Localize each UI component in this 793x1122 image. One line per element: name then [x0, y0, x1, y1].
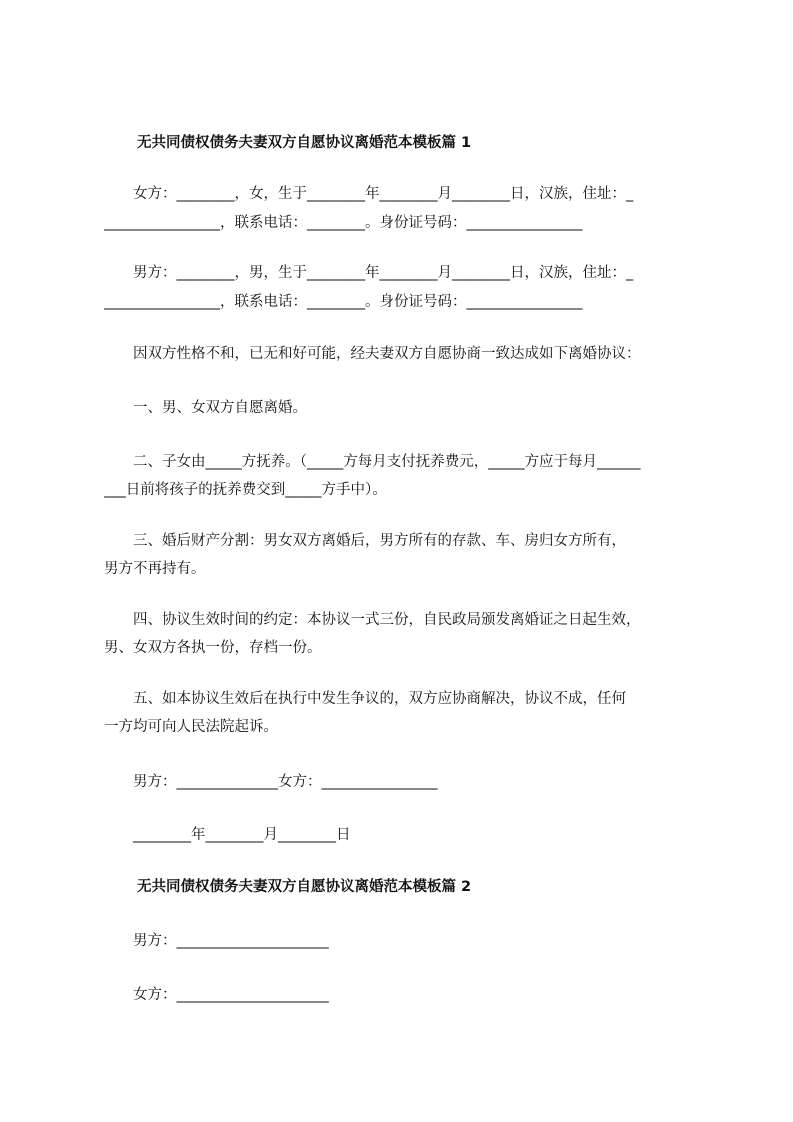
woman-info-line-1: 女方：________，女，生于________年________月________日，汉族，住址：_ — [104, 186, 634, 202]
section-1-heading: 无共同债权债务夫妻双方自愿协议离婚范本模板篇 1 — [137, 135, 472, 151]
clause-2-line-1: 二、子女由_____方抚养。（_____方每月支付抚养费元，_____方应于每月______ — [104, 454, 641, 470]
clause-4-line-2: 男、女双方各执一份，存档一份。 — [104, 640, 322, 656]
intro-paragraph: 因双方性格不和，已无和好可能，经夫妻双方自愿协商一致达成如下离婚协议： — [104, 346, 641, 362]
clause-5-line-1: 五、如本协议生效后在执行中发生争议的，双方应协商解决，协议不成，任何 — [104, 691, 626, 707]
section-2-man-line: 男方：_____________________ — [104, 933, 329, 949]
clause-3-line-2: 男方不再持有。 — [104, 561, 206, 577]
section-2-woman-line: 女方：_____________________ — [104, 987, 329, 1003]
clause-2-line-2: ___日前将孩子的抚养费交到_____方手中）。 — [104, 482, 387, 498]
woman-info-line-2: ________________，联系电话：________。身份证号码：________________ — [104, 215, 583, 231]
signature-line: 男方：______________女方：________________ — [104, 774, 438, 790]
date-line: ________年________月________日 — [104, 827, 351, 843]
man-info-line-2: ________________，联系电话：________。身份证号码：________________ — [104, 294, 583, 310]
clause-3-line-1: 三、婚后财产分割：男女双方离婚后，男方所有的存款、车、房归女方所有， — [104, 533, 626, 549]
clause-1: 一、男、女双方自愿离婚。 — [104, 400, 307, 416]
clause-5-line-2: 一方均可向人民法院起诉。 — [104, 719, 278, 735]
clause-4-line-1: 四、协议生效时间的约定：本协议一式三份，自民政局颁发离婚证之日起生效， — [104, 612, 641, 628]
section-2-heading: 无共同债权债务夫妻双方自愿协议离婚范本模板篇 2 — [137, 879, 472, 895]
man-info-line-1: 男方：________，男，生于________年________月________日，汉族，住址：_ — [104, 265, 634, 281]
